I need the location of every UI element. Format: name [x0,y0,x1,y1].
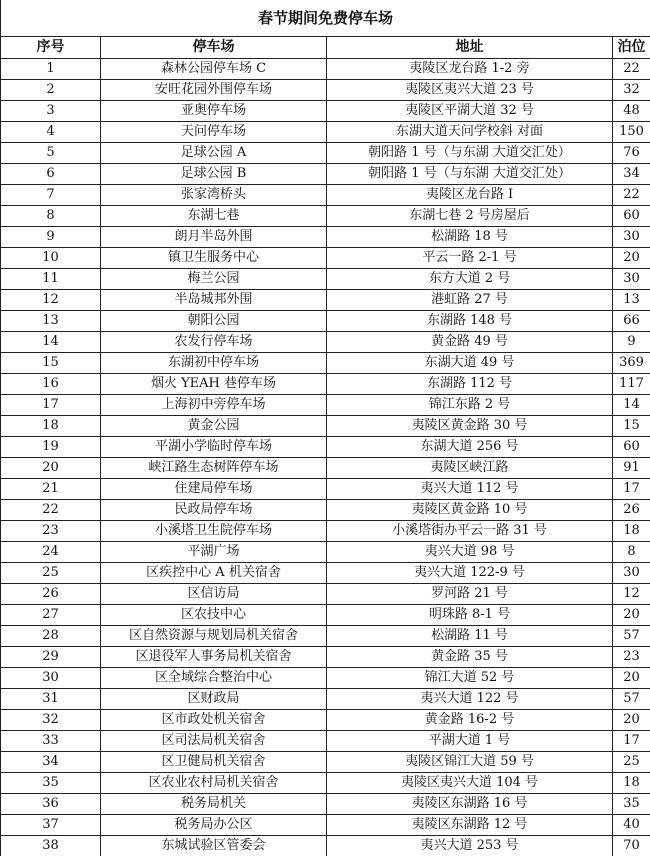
cell-no: 31 [1,689,101,710]
cell-address: 平湖大道 1 号 [327,731,613,752]
table-row [1,689,650,710]
cell-spaces: 13 [613,290,650,311]
cell-spaces: 76 [613,143,650,164]
table-row [1,542,650,563]
cell-address: 夷陵区龙台路 I [327,185,613,206]
table-row [1,710,650,731]
cell-spaces: 20 [613,248,650,269]
cell-name: 税务局机关 [101,794,327,815]
cell-name: 烟火 YEAH 巷停车场 [101,374,327,395]
table-row [1,479,650,500]
cell-name: 镇卫生服务中心 [101,248,327,269]
cell-spaces: 150 [613,122,650,143]
table-row [1,752,650,773]
table-body [1,59,650,857]
table-title: 春节期间免费停车场 [1,0,650,37]
cell-name: 税务局办公区 [101,815,327,836]
cell-spaces: 14 [613,395,650,416]
cell-spaces: 40 [613,815,650,836]
cell-no: 25 [1,563,101,584]
table-row [1,815,650,836]
cell-spaces: 8 [613,542,650,563]
cell-address: 夷陵区锦江大道 59 号 [327,752,613,773]
cell-name: 农发行停车场 [101,332,327,353]
table-row [1,311,650,332]
cell-no: 33 [1,731,101,752]
cell-name: 小溪塔卫生院停车场 [101,521,327,542]
cell-spaces: 12 [613,584,650,605]
cell-address: 港虹路 27 号 [327,290,613,311]
cell-address: 夷陵区峡江路 [327,458,613,479]
cell-no: 9 [1,227,101,248]
cell-spaces: 20 [613,605,650,626]
table-row [1,584,650,605]
table-row [1,101,650,122]
cell-name: 平湖广场 [101,542,327,563]
cell-no: 10 [1,248,101,269]
cell-no: 19 [1,437,101,458]
cell-name: 梅兰公园 [101,269,327,290]
cell-address: 罗河路 21 号 [327,584,613,605]
cell-no: 13 [1,311,101,332]
cell-no: 1 [1,59,101,80]
header-row [1,37,650,59]
cell-spaces: 57 [613,626,650,647]
cell-no: 18 [1,416,101,437]
table-row [1,437,650,458]
cell-address: 夷兴大道 253 号 [327,836,613,857]
cell-spaces: 20 [613,710,650,731]
cell-address: 黄金路 49 号 [327,332,613,353]
cell-address: 夷陵区东湖路 12 号 [327,815,613,836]
cell-address: 东湖大道 49 号 [327,353,613,374]
cell-spaces: 48 [613,101,650,122]
table-row [1,374,650,395]
cell-spaces: 23 [613,647,650,668]
cell-name: 森林公园停车场 C [101,59,327,80]
table-row [1,395,650,416]
cell-spaces: 17 [613,731,650,752]
cell-name: 上海初中旁停车场 [101,395,327,416]
cell-spaces: 32 [613,80,650,101]
cell-address: 东湖大道天问学校斜 对面 [327,122,613,143]
cell-address: 夷陵区黄金路 30 号 [327,416,613,437]
cell-address: 锦江大道 52 号 [327,668,613,689]
cell-spaces: 60 [613,437,650,458]
cell-name: 区农业农村局机关宿舍 [101,773,327,794]
cell-no: 26 [1,584,101,605]
cell-spaces: 18 [613,521,650,542]
cell-name: 平湖小学临时停车场 [101,437,327,458]
cell-no: 27 [1,605,101,626]
cell-no: 37 [1,815,101,836]
cell-no: 4 [1,122,101,143]
title-row [1,0,650,37]
cell-spaces: 17 [613,479,650,500]
cell-name: 住建局停车场 [101,479,327,500]
cell-address: 东方大道 2 号 [327,269,613,290]
cell-spaces: 20 [613,668,650,689]
cell-address: 夷陵区东湖路 16 号 [327,794,613,815]
cell-no: 7 [1,185,101,206]
cell-spaces: 91 [613,458,650,479]
cell-address: 黄金路 16-2 号 [327,710,613,731]
cell-address: 东湖大道 256 号 [327,437,613,458]
cell-name: 区市政处机关宿舍 [101,710,327,731]
cell-name: 东湖初中停车场 [101,353,327,374]
table-row [1,80,650,101]
table-row [1,164,650,185]
cell-no: 28 [1,626,101,647]
cell-no: 2 [1,80,101,101]
header-address: 地址 [327,37,613,59]
cell-address: 东湖七巷 2 号房屋后 [327,206,613,227]
table-row [1,122,650,143]
cell-no: 34 [1,752,101,773]
table-row [1,185,650,206]
cell-no: 23 [1,521,101,542]
cell-name: 民政局停车场 [101,500,327,521]
cell-spaces: 35 [613,794,650,815]
cell-name: 朝阳公园 [101,311,327,332]
table-row [1,773,650,794]
cell-name: 东城试验区管委会 [101,836,327,857]
cell-spaces: 60 [613,206,650,227]
cell-spaces: 22 [613,59,650,80]
table-row [1,605,650,626]
cell-name: 半岛城邦外围 [101,290,327,311]
cell-address: 朝阳路 1 号（与东湖 大道交汇处） [327,164,613,185]
cell-name: 区财政局 [101,689,327,710]
table-row [1,353,650,374]
cell-name: 天问停车场 [101,122,327,143]
cell-spaces: 57 [613,689,650,710]
table-row [1,458,650,479]
cell-name: 东湖七巷 [101,206,327,227]
cell-address: 平云一路 2-1 号 [327,248,613,269]
table-row [1,332,650,353]
cell-address: 东湖路 148 号 [327,311,613,332]
cell-no: 36 [1,794,101,815]
cell-no: 5 [1,143,101,164]
cell-spaces: 30 [613,227,650,248]
header-name: 停车场 [101,37,327,59]
header-spaces: 泊位 [613,37,650,59]
cell-spaces: 22 [613,185,650,206]
table-row [1,836,650,857]
cell-address: 明珠路 8-1 号 [327,605,613,626]
table-row [1,731,650,752]
header-no: 序号 [1,37,101,59]
cell-no: 6 [1,164,101,185]
cell-spaces: 18 [613,773,650,794]
table-row [1,143,650,164]
cell-spaces: 30 [613,269,650,290]
cell-address: 夷陵区平湖大道 32 号 [327,101,613,122]
cell-spaces: 34 [613,164,650,185]
cell-name: 亚奥停车场 [101,101,327,122]
cell-spaces: 117 [613,374,650,395]
cell-name: 区全域综合整治中心 [101,668,327,689]
cell-address: 夷兴大道 122 号 [327,689,613,710]
cell-name: 黄金公园 [101,416,327,437]
cell-name: 张家湾桥头 [101,185,327,206]
table-row [1,248,650,269]
table-row [1,647,650,668]
cell-address: 东湖路 112 号 [327,374,613,395]
cell-no: 12 [1,290,101,311]
cell-spaces: 30 [613,563,650,584]
cell-address: 夷兴大道 112 号 [327,479,613,500]
cell-spaces: 26 [613,500,650,521]
cell-spaces: 66 [613,311,650,332]
cell-address: 松湖路 18 号 [327,227,613,248]
cell-address: 夷陵区夷兴大道 104 号 [327,773,613,794]
cell-spaces: 70 [613,836,650,857]
table-row [1,206,650,227]
cell-address: 朝阳路 1 号（与东湖 大道交汇处） [327,143,613,164]
cell-name: 安旺花园外围停车场 [101,80,327,101]
cell-no: 24 [1,542,101,563]
cell-no: 8 [1,206,101,227]
cell-address: 夷兴大道 122-9 号 [327,563,613,584]
table-row [1,563,650,584]
cell-name: 区疾控中心 A 机关宿舍 [101,563,327,584]
cell-address: 夷陵区黄金路 10 号 [327,500,613,521]
cell-no: 29 [1,647,101,668]
table-row [1,626,650,647]
cell-name: 足球公园 A [101,143,327,164]
table-row [1,227,650,248]
cell-no: 30 [1,668,101,689]
cell-no: 35 [1,773,101,794]
cell-address: 小溪塔街办平云一路 31 号 [327,521,613,542]
cell-name: 区卫健局机关宿舍 [101,752,327,773]
cell-name: 区自然资源与规划局机关宿舍 [101,626,327,647]
cell-address: 黄金路 35 号 [327,647,613,668]
cell-address: 夷陵区龙台路 1-2 旁 [327,59,613,80]
cell-no: 22 [1,500,101,521]
table-row [1,269,650,290]
cell-name: 区司法局机关宿舍 [101,731,327,752]
table-row [1,290,650,311]
cell-name: 峡江路生态树阵停车场 [101,458,327,479]
cell-name: 区信访局 [101,584,327,605]
cell-name: 区农技中心 [101,605,327,626]
table-row [1,794,650,815]
table-row [1,416,650,437]
cell-name: 朗月半岛外围 [101,227,327,248]
cell-no: 3 [1,101,101,122]
table-row [1,521,650,542]
cell-no: 16 [1,374,101,395]
cell-no: 15 [1,353,101,374]
table-row [1,668,650,689]
cell-name: 区退役军人事务局机关宿舍 [101,647,327,668]
table-row [1,59,650,80]
cell-spaces: 9 [613,332,650,353]
cell-address: 松湖路 11 号 [327,626,613,647]
cell-address: 夷陵区夷兴大道 23 号 [327,80,613,101]
cell-spaces: 25 [613,752,650,773]
table-row [1,500,650,521]
cell-address: 夷兴大道 98 号 [327,542,613,563]
cell-no: 32 [1,710,101,731]
cell-no: 11 [1,269,101,290]
cell-no: 21 [1,479,101,500]
cell-name: 足球公园 B [101,164,327,185]
cell-no: 17 [1,395,101,416]
cell-spaces: 15 [613,416,650,437]
cell-no: 14 [1,332,101,353]
cell-address: 锦江东路 2 号 [327,395,613,416]
cell-no: 20 [1,458,101,479]
cell-spaces: 369 [613,353,650,374]
cell-no: 38 [1,836,101,857]
